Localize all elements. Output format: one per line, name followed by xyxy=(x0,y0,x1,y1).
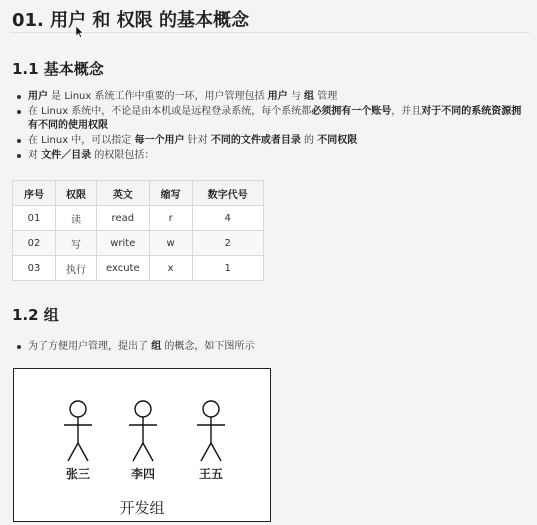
bold-text: 不同权限 xyxy=(317,135,358,146)
text-run: 的 xyxy=(300,135,318,146)
list-item xyxy=(16,90,531,104)
text-run: 管理 xyxy=(314,91,338,102)
list-item xyxy=(16,105,531,133)
bold-text: 用户 xyxy=(267,91,288,102)
permissions-table xyxy=(12,180,264,281)
basic-concepts-list xyxy=(16,90,531,164)
list-item xyxy=(16,340,531,354)
table-row xyxy=(13,256,264,281)
list-item xyxy=(16,149,531,163)
text-run: 为了方便用户管理，提出了 xyxy=(28,341,152,352)
table-cell: 执行 xyxy=(56,256,97,281)
column-header: 权限 xyxy=(56,181,97,206)
user-label: 李四 xyxy=(130,467,155,481)
bold-text: 组 xyxy=(151,341,162,352)
table-cell: 03 xyxy=(13,256,56,281)
table-cell: w xyxy=(149,231,192,256)
group-diagram xyxy=(13,368,271,522)
table-cell: r xyxy=(149,206,192,231)
user-label: 王五 xyxy=(198,467,223,481)
text-run: ，并且 xyxy=(391,106,422,117)
text-run: 针对 xyxy=(184,135,211,146)
table-row xyxy=(13,206,264,231)
text-run: 与 xyxy=(287,91,305,102)
table-cell: read xyxy=(97,206,150,231)
group-label: 开发组 xyxy=(119,499,165,517)
bold-text: 用户 xyxy=(28,91,48,102)
section-heading-basic-concepts: 1.1 基本概念 xyxy=(12,60,104,78)
section-heading-group: 1.2 组 xyxy=(12,306,59,324)
text-run: 在 Linux 中，可以指定 xyxy=(28,135,135,146)
bold-text: 组 xyxy=(304,91,315,102)
text-run: 的概念，如下图所示 xyxy=(161,341,255,352)
table-row xyxy=(13,231,264,256)
table-cell: 写 xyxy=(56,231,97,256)
group-concept-list xyxy=(16,340,531,355)
column-header: 序号 xyxy=(13,181,56,206)
text-run: 是 Linux 系统工作中重要的一环，用户管理包括 xyxy=(48,91,268,102)
user-label: 张三 xyxy=(65,467,90,481)
list-item xyxy=(16,134,531,148)
text-run: 对 xyxy=(28,150,42,161)
text-run: 的权限包括： xyxy=(91,150,155,161)
table-cell: write xyxy=(97,231,150,256)
table-cell: 4 xyxy=(192,206,263,231)
bold-text: 文件／目录 xyxy=(41,150,92,161)
column-header: 缩写 xyxy=(149,181,192,206)
column-header: 数字代号 xyxy=(192,181,263,206)
bold-text: 不同的文件或者目录 xyxy=(210,135,301,146)
table-cell: excute xyxy=(97,256,150,281)
table-cell: 读 xyxy=(56,206,97,231)
text-run: 在 Linux 系统中，不论是由本机或是远程登录系统，每个系统都 xyxy=(28,106,312,117)
table-cell: 2 xyxy=(192,231,263,256)
table-header-row xyxy=(13,181,264,206)
mouse-cursor-icon xyxy=(76,26,84,38)
title-divider xyxy=(10,32,530,33)
bold-text: 每一个用户 xyxy=(134,135,185,146)
table-cell: 01 xyxy=(13,206,56,231)
table-cell: 1 xyxy=(192,256,263,281)
table-cell: x xyxy=(149,256,192,281)
bold-text: 必须拥有一个账号 xyxy=(311,106,392,117)
column-header: 英文 xyxy=(97,181,150,206)
page-title: 01. 用户 和 权限 的基本概念 xyxy=(12,10,249,31)
bold-text: 对于不同的系统资源拥有不同的使用权限 xyxy=(28,106,522,131)
table-cell: 02 xyxy=(13,231,56,256)
